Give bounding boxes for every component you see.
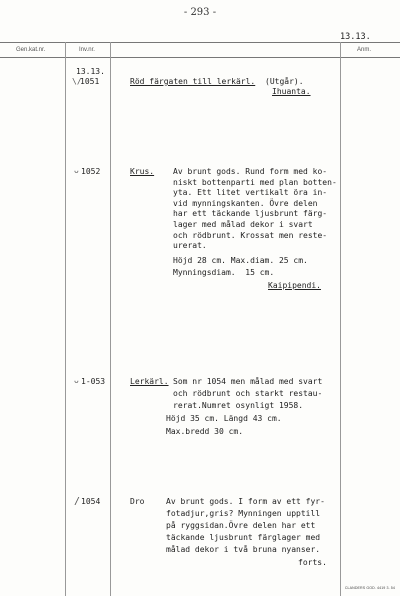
entry-line: täckande ljusbrunt färglager med: [166, 533, 321, 542]
entry-line: vid mynningskanten. Övre delen: [173, 198, 318, 208]
entry-number: 1054: [81, 497, 101, 506]
entry-line: niskt bottenparti med plan botten-: [173, 177, 337, 187]
entry-line: och rödbrunt och starkt restau-: [173, 389, 323, 398]
entry-line: Av brunt gods. I form av ett fyr-: [166, 497, 325, 506]
column-divider-1: [65, 42, 66, 596]
entry-line: Höjd 28 cm. Max.diam. 25 cm.: [173, 256, 308, 265]
entry-number: 1052: [81, 167, 101, 176]
header-date: 13.13.: [340, 32, 371, 42]
entry-title: Lerkärl.: [130, 377, 169, 386]
column-header-genkat: Gen.kat.nr.: [16, 47, 46, 53]
entry-line: Som nr 1054 men målad med svart: [173, 377, 323, 386]
entry-line: Höjd 35 cm. Längd 43 cm.: [166, 414, 282, 423]
column-header-invnr: Inv.nr.: [79, 47, 95, 53]
entry-number: 1-053: [81, 377, 106, 386]
column-header-anm: Anm.: [357, 47, 372, 53]
entry-date: 13.13.: [76, 67, 105, 76]
page-number: - 293 -: [183, 7, 217, 18]
entry-line: Mynningsdiam. 15 cm.: [173, 268, 275, 277]
entry-line: lager med målad dekor i svart: [173, 220, 313, 229]
entry-marker: ᴗ: [74, 376, 79, 385]
entry-line: fotadjur,gris? Mynningen upptill: [166, 509, 321, 518]
printer-imprint: CLANDERS GOD. 4419 3. 54: [344, 586, 395, 590]
entry-line: har ett täckande ljusbrunt färg-: [173, 209, 328, 219]
entry-number: 1051: [80, 77, 100, 86]
column-divider-2: [110, 42, 111, 596]
column-divider-3: [340, 42, 341, 596]
entry-prefix: Dro: [130, 497, 145, 506]
entry-line: Av brunt gods. Rund form med ko-: [173, 167, 328, 176]
entry-line: (Utgår).: [265, 77, 304, 86]
entry-line: och rödbrunt. Krossat men reste-: [173, 230, 328, 240]
entry-title: Röd färgaten till lerkärl.: [130, 77, 256, 86]
entry-marker: ᴗ: [74, 166, 79, 175]
entry-line: Max.bredd 30 cm.: [166, 427, 244, 436]
entry-line: på ryggsidan.Övre delen har ett: [166, 521, 316, 530]
entry-line: yta. Ett litet vertikalt öra in-: [173, 188, 328, 198]
entry-marker: /: [74, 496, 81, 507]
entry-signature: Ihuanta.: [272, 87, 311, 96]
entry-continued: forts.: [298, 558, 327, 567]
entry-line: rerat.Numret osynligt 1958.: [173, 401, 304, 410]
entry-signature: Kaipipendi.: [268, 281, 321, 290]
entry-line: målad dekor i två bruna nyanser.: [166, 545, 321, 554]
check-mark: \/: [72, 77, 82, 86]
entry-title: Krus.: [130, 167, 155, 176]
entry-line: urerat.: [173, 241, 207, 251]
